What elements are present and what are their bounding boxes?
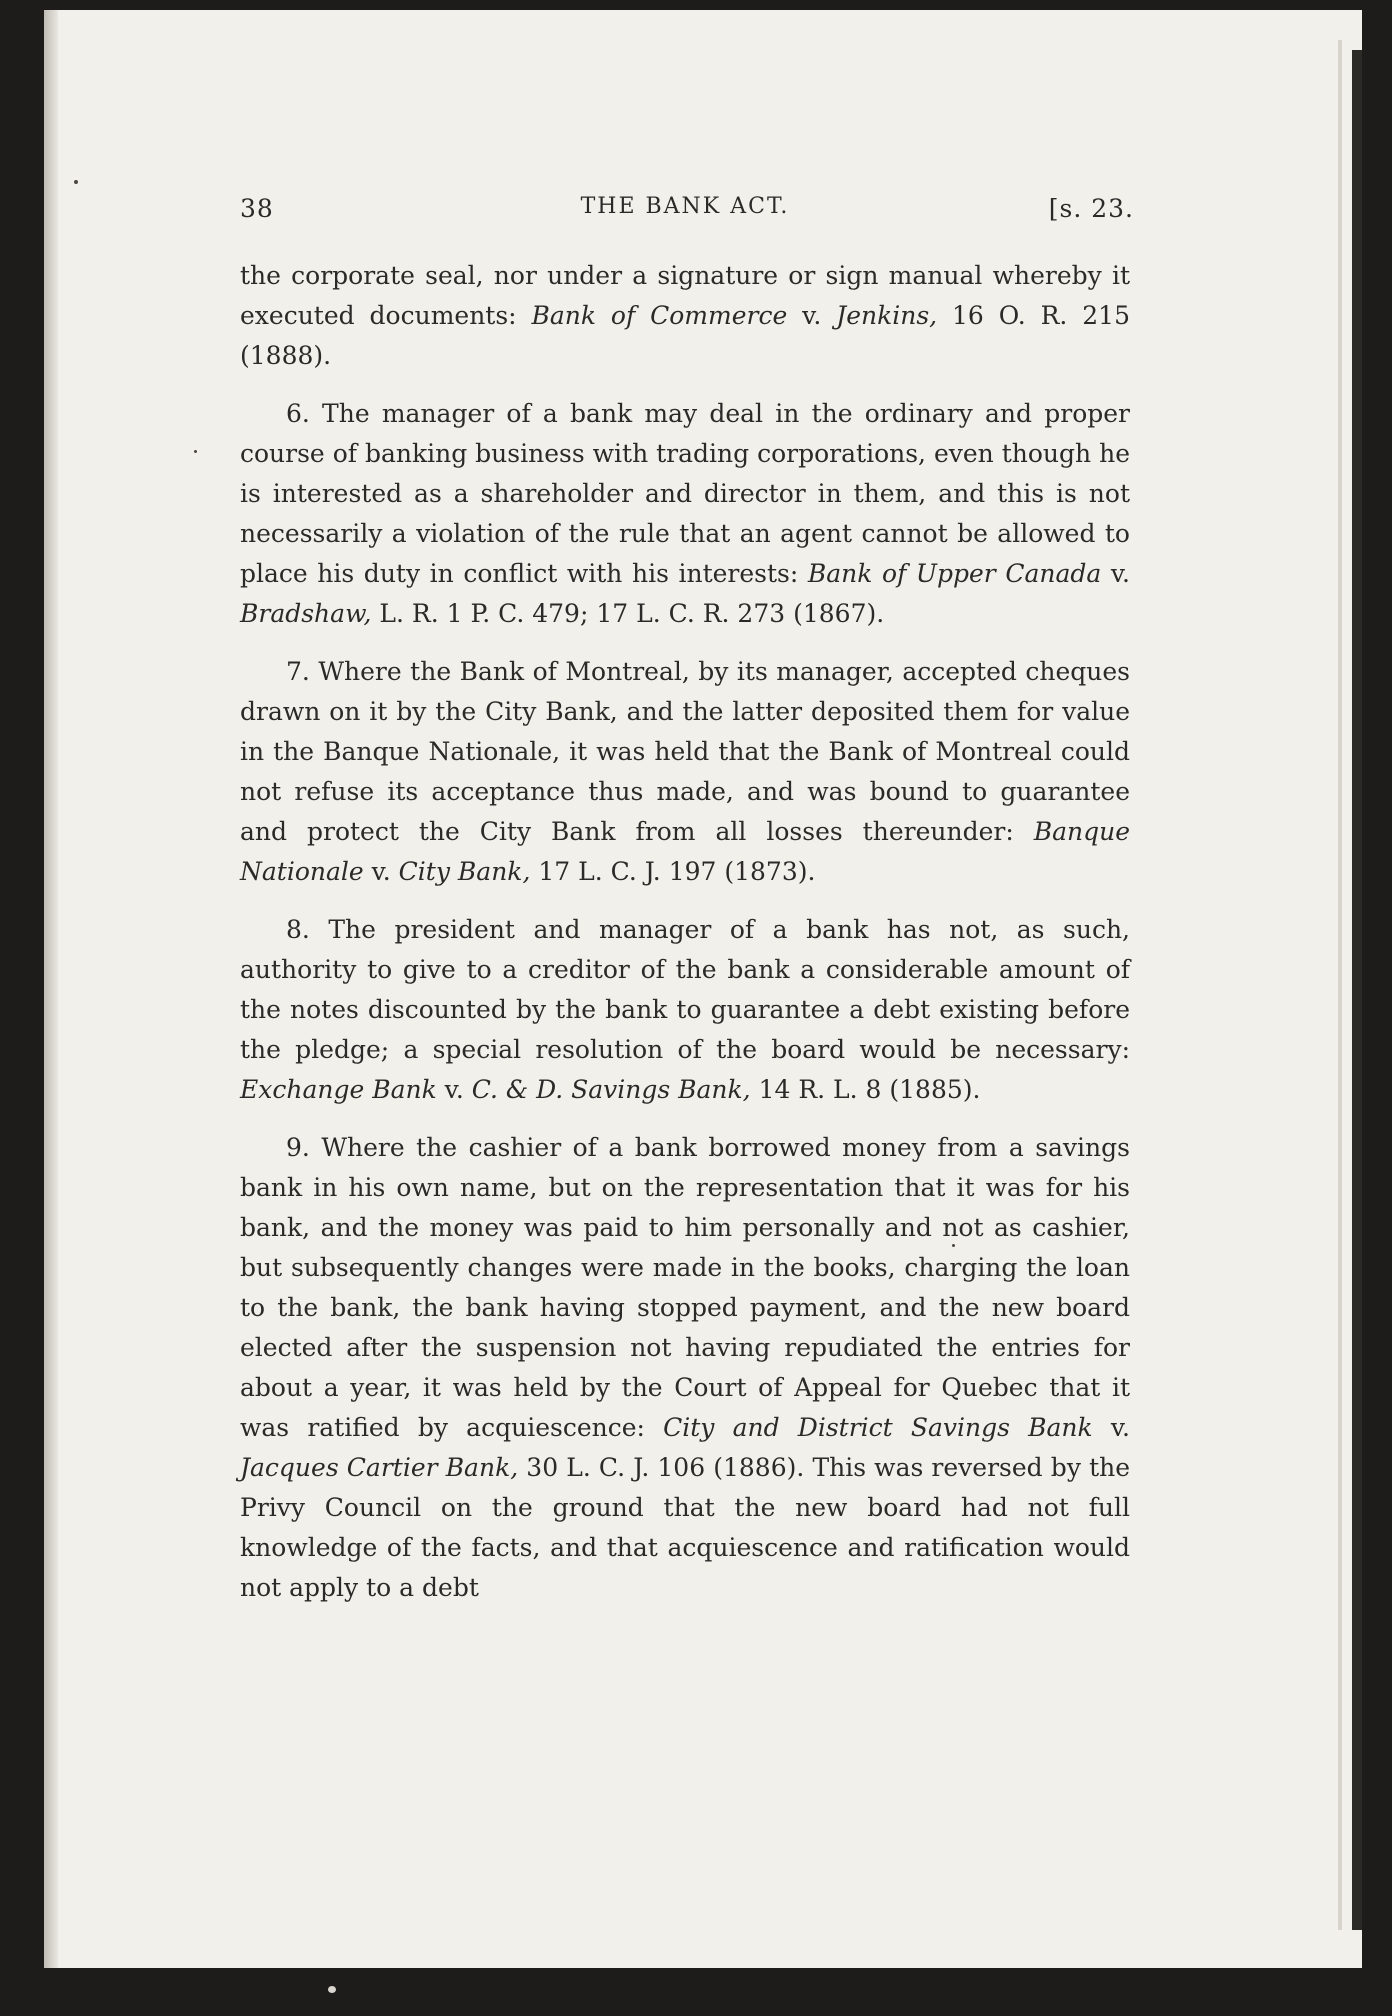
case-citation: Bradshaw, xyxy=(240,599,372,628)
body-text xyxy=(240,256,1130,1608)
page-edge-shadow xyxy=(1352,50,1362,1930)
scan-speck xyxy=(952,1244,955,1247)
page-content xyxy=(240,194,1134,1608)
case-citation: C. & D. Savings Bank, xyxy=(471,1075,751,1104)
text-run: v. xyxy=(363,857,399,886)
case-citation: Banque Nationale xyxy=(240,817,1130,886)
scan-speck xyxy=(74,180,78,184)
section-reference: [s. 23. xyxy=(1048,194,1134,223)
text-run: v. xyxy=(436,1075,472,1104)
text-run: v. xyxy=(787,301,837,330)
paragraph xyxy=(240,652,1130,892)
scan-speck xyxy=(194,450,197,453)
case-citation: Jacques Cartier Bank, xyxy=(240,1453,519,1482)
paragraph xyxy=(240,910,1130,1110)
page-number: 38 xyxy=(240,194,274,223)
paper-sheet xyxy=(44,10,1362,1968)
case-citation: City Bank, xyxy=(398,857,531,886)
text-run: 30 L. C. J. 106 (1886). This was reversed by the Privy Council on the ground that the new board had not full knowledge of the facts, and that acquiescence and ratification would not apply to a debt xyxy=(240,1453,1131,1602)
case-citation: Bank of Upper Canada xyxy=(807,559,1102,588)
text-run: L. R. 1 P. C. 479; 17 L. C. R. 273 (1867). xyxy=(371,599,885,628)
text-run: 17 L. C. J. 197 (1873). xyxy=(530,857,816,886)
paragraph xyxy=(240,1128,1130,1608)
header-title: THE BANK ACT. xyxy=(580,194,790,219)
paragraph xyxy=(240,256,1130,376)
running-head xyxy=(240,194,1134,234)
case-citation: City and District Savings Bank xyxy=(663,1413,1093,1442)
text-run: the corporate seal, nor under a signature or sign manual whereby it executed documents: xyxy=(240,261,1130,330)
text-run: v. xyxy=(1092,1413,1130,1442)
case-citation: Exchange Bank xyxy=(240,1075,437,1104)
binding-gutter xyxy=(44,10,58,1968)
text-run: 9. Where the cashier of a bank borrowed money from a savings bank in his own name, but on the representation that it was for his bank, and the money was paid to him personally and not as cashier, but subsequently changes were made in the books, charging the loan to the bank, the bank having stopped payment, and the new board elected after the suspension not having repudiated the entries for about a year, it was held by the Court of Appeal for Quebec that it was ratified by acquiescence: xyxy=(240,1133,1130,1442)
scan-speck xyxy=(328,1986,336,1993)
next-page-edge xyxy=(1338,40,1342,1930)
text-run: 6. The manager of a bank may deal in the ordinary and proper course of banking business with trading corporations, even though he is interested as a shareholder and director in them, and this is not necessarily a violation of the rule that an agent cannot be allowed to place his duty in conflict with his interests: xyxy=(240,399,1130,588)
paragraph xyxy=(240,394,1130,634)
case-citation: Bank of Commerce xyxy=(531,301,788,330)
text-run: 8. The president and manager of a bank has not, as such, authority to give to a creditor of the bank a considerable amount of the notes discounted by the bank to guarantee a debt existing before the pledge; a special resolution of the board would be necessary: xyxy=(240,915,1130,1064)
text-run: 16 O. R. 215 (1888). xyxy=(240,301,1130,370)
text-run: v. xyxy=(1101,559,1130,588)
text-run: 14 R. L. 8 (1885). xyxy=(750,1075,981,1104)
case-citation: Jenkins, xyxy=(836,301,938,330)
text-run: 7. Where the Bank of Montreal, by its manager, accepted cheques drawn on it by the City Bank, and the latter deposited them for value in the Banque Nationale, it was held that the Bank of Montreal could not refuse its acceptance thus made, and was bound to guarantee and protect the City Bank from all losses thereunder: xyxy=(240,657,1130,846)
